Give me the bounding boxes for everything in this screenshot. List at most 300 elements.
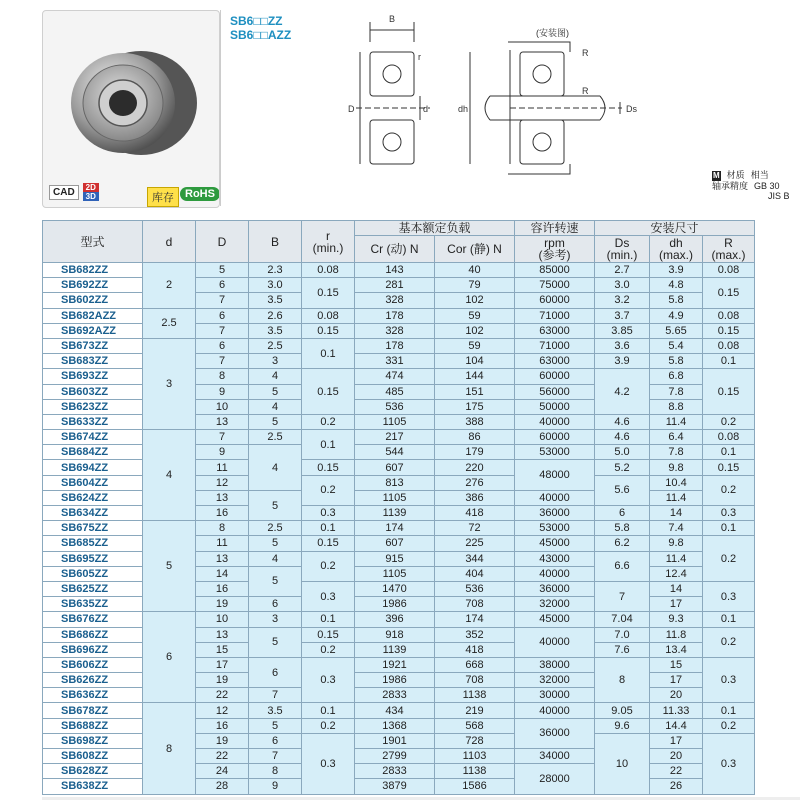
cell-dh: 10.4 (650, 475, 703, 490)
cad-2d-label[interactable]: 2D (83, 183, 99, 192)
cell-dh: 3.9 (650, 263, 703, 278)
dim-b-label: B (389, 14, 396, 24)
cell-rpm: 32000 (515, 597, 595, 612)
header-r (302, 221, 355, 263)
cell-model[interactable]: SB628ZZ (43, 764, 143, 779)
cell-cr: 1901 (355, 733, 435, 748)
cell-dh: 7.8 (650, 384, 703, 399)
cell-R: 0.2 (703, 718, 755, 733)
cell-outer-D: 16 (196, 581, 249, 596)
header-cr: Cr (动) N (355, 236, 435, 263)
cell-R: 0.15 (703, 369, 755, 415)
cell-rpm: 75000 (515, 278, 595, 293)
cell-dh: 11.4 (650, 414, 703, 429)
table-row (43, 703, 755, 718)
cell-outer-D: 14 (196, 566, 249, 581)
cell-model[interactable]: SB635ZZ (43, 597, 143, 612)
cell-cor: 219 (435, 703, 515, 718)
cell-R: 0.1 (703, 521, 755, 536)
cell-cor: 404 (435, 566, 515, 581)
cell-ds: 6.2 (595, 536, 650, 551)
cell-cor: 79 (435, 278, 515, 293)
cell-R: 0.3 (703, 733, 755, 794)
cell-cor: 104 (435, 354, 515, 369)
cell-r: 0.15 (302, 369, 355, 415)
cell-rpm: 40000 (515, 703, 595, 718)
cell-dh: 9.8 (650, 460, 703, 475)
cell-width-B: 3 (249, 354, 302, 369)
cell-outer-D: 6 (196, 338, 249, 353)
cell-outer-D: 13 (196, 551, 249, 566)
cell-cor: 72 (435, 521, 515, 536)
cell-r: 0.08 (302, 263, 355, 278)
series-code-zz: SB6□□ZZ (230, 14, 283, 28)
cell-outer-D: 8 (196, 521, 249, 536)
cell-outer-D: 22 (196, 688, 249, 703)
cell-outer-D: 9 (196, 384, 249, 399)
cell-cor: 1586 (435, 779, 515, 794)
cell-dh: 20 (650, 688, 703, 703)
material-legend (712, 170, 796, 201)
cell-cr: 328 (355, 323, 435, 338)
table-row (43, 263, 755, 278)
cell-dh: 5.8 (650, 293, 703, 308)
cell-r: 0.1 (302, 703, 355, 718)
cell-width-B: 4 (249, 445, 302, 491)
cell-cr: 281 (355, 278, 435, 293)
cell-r: 0.1 (302, 338, 355, 368)
cell-ds: 6 (595, 506, 650, 521)
cell-dh: 9.8 (650, 536, 703, 551)
cell-rpm: 36000 (515, 718, 595, 748)
cell-outer-D: 19 (196, 733, 249, 748)
cell-width-B: 4 (249, 369, 302, 384)
cell-bore-d: 3 (143, 338, 196, 429)
cell-ds: 3.0 (595, 278, 650, 293)
cell-model[interactable]: SB638ZZ (43, 779, 143, 794)
cell-model[interactable]: SB684ZZ (43, 445, 143, 460)
cell-model[interactable]: SB604ZZ (43, 475, 143, 490)
cell-model[interactable]: SB676ZZ (43, 612, 143, 627)
cell-ds: 6.6 (595, 551, 650, 581)
product-photo-panel (42, 10, 220, 208)
cell-cr: 143 (355, 263, 435, 278)
mount-drawing-title: (安装图) (536, 28, 569, 38)
cell-model[interactable]: SB683ZZ (43, 354, 143, 369)
cell-cor: 86 (435, 430, 515, 445)
stock-badge: 库存 (147, 187, 179, 207)
cell-ds: 4.6 (595, 414, 650, 429)
cell-rpm: 34000 (515, 749, 595, 764)
cell-bore-d: 4 (143, 430, 196, 521)
cell-outer-D: 12 (196, 475, 249, 490)
header-dh-unit: (max.) (659, 248, 693, 262)
cell-cor: 175 (435, 399, 515, 414)
cell-cor: 388 (435, 414, 515, 429)
cell-model[interactable]: SB603ZZ (43, 384, 143, 399)
cell-model[interactable]: SB636ZZ (43, 688, 143, 703)
cell-ds: 8 (595, 657, 650, 703)
cell-outer-D: 15 (196, 642, 249, 657)
header-speed-group: 容许转速 (515, 221, 595, 236)
cell-width-B: 5 (249, 536, 302, 551)
header-dh (650, 236, 703, 263)
table-row (43, 612, 755, 627)
cell-cr: 331 (355, 354, 435, 369)
cell-rpm: 63000 (515, 323, 595, 338)
bearing-diagram (330, 12, 650, 182)
cell-cor: 59 (435, 308, 515, 323)
cell-R: 0.08 (703, 338, 755, 353)
dim-fillet-upper: R (582, 48, 589, 58)
cell-outer-D: 19 (196, 597, 249, 612)
cell-rpm: 50000 (515, 399, 595, 414)
cell-r: 0.2 (302, 414, 355, 429)
cell-cr: 915 (355, 551, 435, 566)
cell-cr: 536 (355, 399, 435, 414)
cell-cr: 1986 (355, 673, 435, 688)
cell-R: 0.1 (703, 703, 755, 718)
cell-rpm: 60000 (515, 293, 595, 308)
header-R-label: R (724, 236, 733, 250)
cell-model[interactable]: SB695ZZ (43, 551, 143, 566)
cell-rpm: 36000 (515, 581, 595, 596)
cell-r: 0.2 (302, 642, 355, 657)
cell-width-B: 6 (249, 733, 302, 748)
cell-model[interactable]: SB623ZZ (43, 399, 143, 414)
cell-outer-D: 11 (196, 460, 249, 475)
cell-model[interactable]: SB693ZZ (43, 369, 143, 384)
cell-width-B: 6 (249, 657, 302, 687)
cell-model[interactable]: SB674ZZ (43, 430, 143, 445)
cell-cor: 144 (435, 369, 515, 384)
cell-model[interactable]: SB678ZZ (43, 703, 143, 718)
header-R (703, 236, 755, 263)
cell-R: 0.15 (703, 460, 755, 475)
cell-ds: 5.8 (595, 521, 650, 536)
cell-dh: 8.8 (650, 399, 703, 414)
cell-cr: 1105 (355, 490, 435, 505)
cell-bore-d: 2 (143, 263, 196, 309)
cell-cr: 607 (355, 460, 435, 475)
cell-rpm: 53000 (515, 445, 595, 460)
series-codes (230, 14, 291, 42)
cell-cor: 418 (435, 642, 515, 657)
cell-width-B: 9 (249, 779, 302, 794)
cell-dh: 17 (650, 733, 703, 748)
spec-table (42, 220, 755, 795)
cell-model[interactable]: SB694ZZ (43, 460, 143, 475)
cell-model[interactable]: SB634ZZ (43, 506, 143, 521)
cell-R: 0.08 (703, 263, 755, 278)
grade-value-1: GB 30 (754, 181, 780, 191)
cell-dh: 17 (650, 673, 703, 688)
cell-cr: 3879 (355, 779, 435, 794)
cell-rpm: 40000 (515, 490, 595, 505)
cell-r: 0.15 (302, 627, 355, 642)
dim-shaft-label: Ds (626, 104, 637, 114)
cell-outer-D: 22 (196, 749, 249, 764)
cell-R: 0.3 (703, 506, 755, 521)
cell-ds: 2.7 (595, 263, 650, 278)
cad-label: CAD (49, 185, 79, 200)
cell-width-B: 3.5 (249, 703, 302, 718)
cell-r: 0.15 (302, 460, 355, 475)
cell-cr: 1986 (355, 597, 435, 612)
cell-model[interactable]: SB692ZZ (43, 278, 143, 293)
grade-label: 轴承精度 (712, 181, 749, 191)
cell-cor: 708 (435, 597, 515, 612)
cell-width-B: 4 (249, 551, 302, 566)
cell-cor: 418 (435, 506, 515, 521)
cell-rpm: 43000 (515, 551, 595, 566)
cell-model[interactable]: SB626ZZ (43, 673, 143, 688)
cell-width-B: 3 (249, 612, 302, 627)
cell-cor: 344 (435, 551, 515, 566)
cell-model[interactable]: SB633ZZ (43, 414, 143, 429)
cell-rpm: 60000 (515, 430, 595, 445)
cell-width-B: 2.6 (249, 308, 302, 323)
cell-cor: 1138 (435, 764, 515, 779)
dim-housing-label: dh (458, 104, 469, 114)
cell-ds: 3.85 (595, 323, 650, 338)
cell-model[interactable]: SB608ZZ (43, 749, 143, 764)
cell-cr: 217 (355, 430, 435, 445)
cell-r: 0.3 (302, 733, 355, 794)
cell-bore-d: 8 (143, 703, 196, 794)
cell-ds: 5.2 (595, 460, 650, 475)
dim-fillet-lower: R (582, 86, 589, 96)
cell-r: 0.2 (302, 475, 355, 505)
cell-R: 0.1 (703, 445, 755, 460)
cell-cor: 386 (435, 490, 515, 505)
cell-rpm: 53000 (515, 521, 595, 536)
header-dh-label: dh (669, 236, 683, 250)
header-r-unit: (min.) (312, 240, 344, 255)
cell-dh: 20 (650, 749, 703, 764)
cell-cr: 2799 (355, 749, 435, 764)
cell-cr: 434 (355, 703, 435, 718)
cell-model[interactable]: SB602ZZ (43, 293, 143, 308)
cell-cr: 813 (355, 475, 435, 490)
cell-cr: 2833 (355, 688, 435, 703)
header-rpm-unit: (参考) (538, 248, 571, 262)
cell-rpm: 63000 (515, 354, 595, 369)
cell-cor: 536 (435, 581, 515, 596)
cell-R: 0.15 (703, 278, 755, 308)
cell-cor: 174 (435, 612, 515, 627)
cell-r: 0.3 (302, 657, 355, 703)
cell-outer-D: 6 (196, 278, 249, 293)
cell-cr: 328 (355, 293, 435, 308)
cell-dh: 7.8 (650, 445, 703, 460)
cell-width-B: 2.5 (249, 430, 302, 445)
cell-ds: 3.2 (595, 293, 650, 308)
cell-ds: 10 (595, 733, 650, 794)
cell-bore-d: 5 (143, 521, 196, 612)
cell-outer-D: 17 (196, 657, 249, 672)
cell-outer-D: 8 (196, 369, 249, 384)
cell-width-B: 8 (249, 764, 302, 779)
cell-cor: 40 (435, 263, 515, 278)
cell-model[interactable]: SB625ZZ (43, 581, 143, 596)
cell-R: 0.2 (703, 414, 755, 429)
cell-width-B: 5 (249, 384, 302, 399)
cell-width-B: 3.0 (249, 278, 302, 293)
cell-model[interactable]: SB686ZZ (43, 627, 143, 642)
cell-model[interactable]: SB605ZZ (43, 566, 143, 581)
header-model: 型式 (43, 221, 143, 263)
header-ds (595, 236, 650, 263)
cell-R: 0.08 (703, 308, 755, 323)
cell-model[interactable]: SB696ZZ (43, 642, 143, 657)
cell-rpm: 60000 (515, 369, 595, 384)
cell-cor: 668 (435, 657, 515, 672)
cell-width-B: 2.5 (249, 521, 302, 536)
cell-ds: 9.05 (595, 703, 650, 718)
cell-cr: 178 (355, 308, 435, 323)
cell-model[interactable]: SB624ZZ (43, 490, 143, 505)
header-width-B: B (249, 221, 302, 263)
cell-cr: 174 (355, 521, 435, 536)
cell-cor: 179 (435, 445, 515, 460)
cell-rpm: 48000 (515, 460, 595, 490)
cell-rpm: 85000 (515, 263, 595, 278)
header-rpm-label: rpm (544, 236, 565, 250)
cell-width-B: 7 (249, 688, 302, 703)
cell-rpm: 45000 (515, 612, 595, 627)
header-R-unit: (max.) (711, 248, 746, 262)
cell-outer-D: 6 (196, 308, 249, 323)
table-row (43, 521, 755, 536)
cell-rpm: 28000 (515, 764, 595, 794)
table-row (43, 308, 755, 323)
cell-rpm: 40000 (515, 566, 595, 581)
header-ds-label: Ds (614, 236, 630, 250)
cell-width-B: 5 (249, 627, 302, 657)
cell-cor: 728 (435, 733, 515, 748)
cell-outer-D: 7 (196, 430, 249, 445)
cell-cor: 102 (435, 293, 515, 308)
cell-width-B: 5 (249, 566, 302, 596)
cell-width-B: 4 (249, 399, 302, 414)
header-cor: Cor (静) N (435, 236, 515, 263)
cell-dh: 14.4 (650, 718, 703, 733)
cell-ds: 3.7 (595, 308, 650, 323)
cell-model[interactable]: SB606ZZ (43, 657, 143, 672)
cell-cr: 1921 (355, 657, 435, 672)
cell-r: 0.1 (302, 612, 355, 627)
cell-cr: 544 (355, 445, 435, 460)
cell-R: 0.2 (703, 627, 755, 657)
cell-r: 0.3 (302, 581, 355, 611)
cell-model[interactable]: SB682ZZ (43, 263, 143, 278)
header-bore-d: d (143, 221, 196, 263)
material-value: 相当 (750, 170, 769, 180)
dim-bore-label: d (423, 104, 429, 114)
cell-R: 0.2 (703, 536, 755, 582)
cell-width-B: 6 (249, 597, 302, 612)
cell-model[interactable]: SB688ZZ (43, 718, 143, 733)
header-ds-unit: (min.) (606, 248, 638, 262)
cell-rpm: 71000 (515, 308, 595, 323)
cell-cor: 1103 (435, 749, 515, 764)
cell-model[interactable]: SB682AZZ (43, 308, 143, 323)
cell-model[interactable]: SB673ZZ (43, 338, 143, 353)
dim-r-label: r (418, 52, 421, 62)
cell-outer-D: 28 (196, 779, 249, 794)
cell-R: 0.3 (703, 581, 755, 611)
product-header (0, 0, 800, 208)
cell-rpm: 40000 (515, 414, 595, 429)
header-outer-D: D (196, 221, 249, 263)
cell-dh: 15 (650, 657, 703, 672)
cell-r: 0.1 (302, 521, 355, 536)
cell-cor: 59 (435, 338, 515, 353)
cell-width-B: 2.3 (249, 263, 302, 278)
cell-dh: 5.65 (650, 323, 703, 338)
cell-ds: 4.2 (595, 369, 650, 415)
table-row (43, 430, 755, 445)
header-divider (220, 10, 221, 206)
cell-model[interactable]: SB698ZZ (43, 733, 143, 748)
cell-model[interactable]: SB685ZZ (43, 536, 143, 551)
cell-width-B: 5 (249, 718, 302, 733)
cell-model[interactable]: SB692AZZ (43, 323, 143, 338)
cell-outer-D: 13 (196, 627, 249, 642)
cell-outer-D: 19 (196, 673, 249, 688)
cell-cr: 1105 (355, 566, 435, 581)
cell-ds: 7.04 (595, 612, 650, 627)
cell-cor: 102 (435, 323, 515, 338)
cell-ds: 9.6 (595, 718, 650, 733)
cell-cr: 178 (355, 338, 435, 353)
cad-3d-label[interactable]: 3D (83, 192, 99, 201)
cell-dh: 11.8 (650, 627, 703, 642)
cell-ds: 5.0 (595, 445, 650, 460)
cell-cor: 276 (435, 475, 515, 490)
cell-outer-D: 10 (196, 612, 249, 627)
cell-dh: 4.8 (650, 278, 703, 293)
cad-badge[interactable] (49, 183, 99, 201)
cell-cr: 1139 (355, 642, 435, 657)
cell-cr: 2833 (355, 764, 435, 779)
cell-cr: 1105 (355, 414, 435, 429)
cell-model[interactable]: SB675ZZ (43, 521, 143, 536)
cell-cor: 568 (435, 718, 515, 733)
header-load-group: 基本额定负载 (355, 221, 515, 236)
bearing-photo (53, 31, 203, 181)
cell-width-B: 3.5 (249, 293, 302, 308)
material-label: 材质 (726, 170, 745, 180)
cell-width-B: 5 (249, 414, 302, 429)
cell-ds: 7 (595, 581, 650, 611)
cell-dh: 7.4 (650, 521, 703, 536)
cell-dh: 5.8 (650, 354, 703, 369)
cell-dh: 9.3 (650, 612, 703, 627)
cell-rpm: 38000 (515, 657, 595, 672)
cell-outer-D: 13 (196, 490, 249, 505)
cell-dh: 11.4 (650, 490, 703, 505)
cell-cr: 474 (355, 369, 435, 384)
cell-outer-D: 24 (196, 764, 249, 779)
table-row (43, 338, 755, 353)
cell-cor: 708 (435, 673, 515, 688)
cell-bore-d: 2.5 (143, 308, 196, 338)
cell-dh: 26 (650, 779, 703, 794)
cell-r: 0.15 (302, 278, 355, 308)
cell-outer-D: 5 (196, 263, 249, 278)
